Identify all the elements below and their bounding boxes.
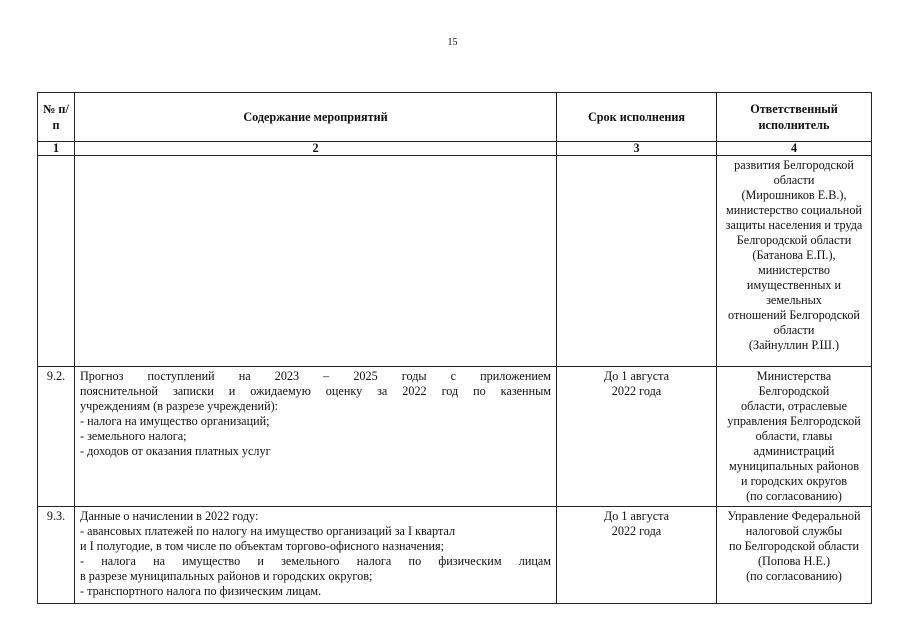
cell-line: 2022 года bbox=[611, 384, 662, 398]
cell-line: (по согласованию) bbox=[746, 489, 842, 503]
cell-line: муниципальных районов bbox=[729, 459, 859, 473]
cell-line: и городских округов bbox=[741, 474, 847, 488]
cell-line: Данные о начислении в 2022 году: bbox=[80, 509, 259, 523]
cell-line: и I полугодие, в том числе по объектам торгово-офисного назначения; bbox=[80, 539, 445, 553]
cell-line: области bbox=[773, 323, 815, 337]
cell-line: области, главы bbox=[755, 429, 833, 443]
header-content: Содержание мероприятий bbox=[75, 93, 557, 142]
row-responsible bbox=[717, 367, 872, 507]
cell-line: 2022 года bbox=[611, 524, 662, 538]
header-deadline: Срок исполнения bbox=[557, 93, 717, 142]
cell-line: - транспортного налога по физическим лицам. bbox=[80, 584, 322, 598]
cell-line: по Белгородской области bbox=[728, 539, 860, 553]
header-responsible: Ответственный исполнитель bbox=[717, 93, 872, 142]
cell-line: - земельного налога; bbox=[80, 429, 187, 443]
cell-line: До 1 августа bbox=[603, 509, 670, 523]
cell-line: управления Белгородской bbox=[727, 414, 861, 428]
cell-line: - налога на имущество и земельного налога по физическим лицам bbox=[80, 554, 551, 568]
cell-line: (Батанова Е.П.), bbox=[752, 248, 836, 262]
cell-line: министерство социальной bbox=[726, 203, 862, 217]
cell-line: Управление Федеральной bbox=[727, 509, 861, 523]
cell-line: министерство bbox=[757, 263, 831, 277]
row-deadline bbox=[557, 507, 717, 604]
cell-line: - доходов от оказания платных услуг bbox=[80, 444, 271, 458]
cell-line: (Мирошников Е.В.), bbox=[741, 188, 847, 202]
row-num bbox=[38, 156, 75, 367]
row-content bbox=[75, 156, 557, 367]
column-number-2: 2 bbox=[75, 142, 557, 156]
cell-line: (Зайнуллин Р.Ш.) bbox=[748, 338, 840, 352]
column-number-4: 4 bbox=[717, 142, 872, 156]
cell-line: (по согласованию) bbox=[746, 569, 842, 583]
row-content bbox=[75, 507, 557, 604]
cell-line: области bbox=[773, 173, 815, 187]
cell-line: До 1 августа bbox=[603, 369, 670, 383]
table-row bbox=[38, 156, 872, 367]
cell-line: Прогноз поступлений на 2023 – 2025 годы с приложением bbox=[80, 369, 551, 383]
row-num: 9.2. bbox=[38, 367, 75, 507]
row-responsible bbox=[717, 156, 872, 367]
row-deadline bbox=[557, 367, 717, 507]
column-number-3: 3 bbox=[557, 142, 717, 156]
column-number-row bbox=[38, 142, 872, 156]
cell-line: администраций bbox=[753, 444, 835, 458]
cell-line: - налога на имущество организаций; bbox=[80, 414, 270, 428]
cell-line: (Попова Н.Е.) bbox=[757, 554, 831, 568]
column-number-1: 1 bbox=[38, 142, 75, 156]
header-num: № п/п bbox=[38, 93, 75, 142]
cell-line: имущественных и земельных bbox=[746, 278, 842, 307]
header-row bbox=[38, 93, 872, 142]
row-responsible bbox=[717, 507, 872, 604]
row-num: 9.3. bbox=[38, 507, 75, 604]
measures-table bbox=[37, 92, 872, 604]
cell-line: Министерства Белгородской bbox=[756, 369, 832, 398]
cell-line: Белгородской области bbox=[736, 233, 852, 247]
cell-line: развития Белгородской bbox=[734, 158, 854, 172]
row-deadline bbox=[557, 156, 717, 367]
cell-line: защиты населения и труда bbox=[725, 218, 863, 232]
cell-line: учреждениям (в разрезе учреждений): bbox=[80, 399, 279, 413]
cell-line: налоговой службы bbox=[745, 524, 843, 538]
table-row bbox=[38, 367, 872, 507]
cell-line: пояснительной записки и ожидаемую оценку за 2022 год по казенным bbox=[80, 384, 551, 398]
cell-line: - авансовых платежей по налогу на имущество организаций за I квартал bbox=[80, 524, 456, 538]
cell-line: области, отраслевые bbox=[741, 399, 847, 413]
row-content bbox=[75, 367, 557, 507]
cell-line: в разрезе муниципальных районов и городских округов; bbox=[80, 569, 373, 583]
table-row bbox=[38, 507, 872, 604]
cell-line: отношений Белгородской bbox=[728, 308, 860, 322]
page-number: 15 bbox=[447, 37, 458, 48]
